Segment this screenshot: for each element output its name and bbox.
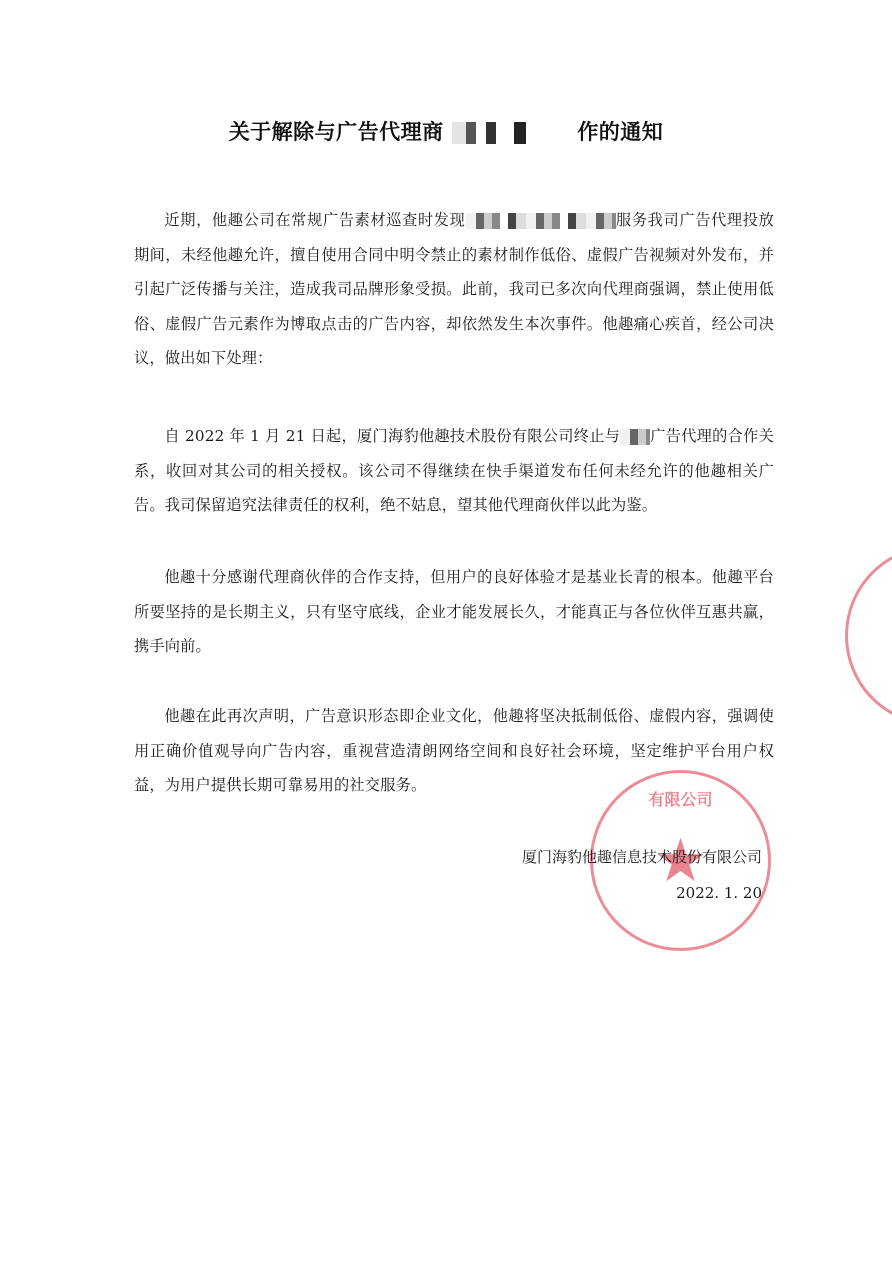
paragraph-4: 他趣在此再次声明，广告意识形态即企业文化，他趣将坚决抵制低俗、虚假内容，强调使用正确价值观导向广告内容，重视营造清朗网络空间和良好社会环境，坚定维护平台用户权益，为用户提供长期可靠易用的社交服务。 xyxy=(134,707,774,794)
paragraph-3: 他趣十分感谢代理商伙伴的合作支持，但用户的良好体验才是基业长青的根本。他趣平台所要坚持的是长期主义，只有坚守底线，企业才能发展长久，才能真正与各位伙伴互惠共赢，携手向前。 xyxy=(134,568,774,655)
document-title xyxy=(0,116,892,146)
title-suffix: 作的通知 xyxy=(577,120,664,144)
title-prefix: 关于解除与广告代理商 xyxy=(228,120,444,144)
paragraph-2 xyxy=(134,419,774,523)
paragraph-2-start: 自 2022 年 1 月 21 日起，厦门海豹他趣技术股份有限公司终止与 xyxy=(164,427,621,445)
paragraph-1-start: 近期，他趣公司在常规广告素材巡查时发现 xyxy=(164,211,466,229)
paragraph-1-end: 服务我司广告代理投放期间，未经他趣允许，擅自使用合同中明令禁止的素材制作低俗、虚假广告视频对外发布，并引起广泛传播与关注，造成我司品牌形象受损。此前，我司已多次向代理商强调，禁止使用低俗、虚假广告元素作为博取点击的广告内容，却依然发生本次事件。他趣痛心疾首，经公司决议，做出如下处理： xyxy=(134,211,774,367)
star-icon: ★ xyxy=(653,825,708,896)
redacted-agency xyxy=(466,213,616,229)
signature-date: 2022. 1. 20 xyxy=(676,884,762,902)
paragraph-1 xyxy=(134,203,774,376)
signature-company: 厦门海豹他趣信息技术股份有限公司 xyxy=(521,848,762,866)
redacted-name xyxy=(452,122,570,144)
partial-seal xyxy=(845,545,892,726)
seal-text: 有限公司 xyxy=(648,790,713,809)
redacted-agency xyxy=(620,429,650,445)
paragraph-2-end: 广告代理的合作关系，收回对其公司的相关授权。该公司不得继续在快手渠道发布任何未经允许的他趣相关广告。我司保留追究法律责任的权利，绝不姑息，望其他代理商伙伴以此为鉴。 xyxy=(134,427,774,514)
